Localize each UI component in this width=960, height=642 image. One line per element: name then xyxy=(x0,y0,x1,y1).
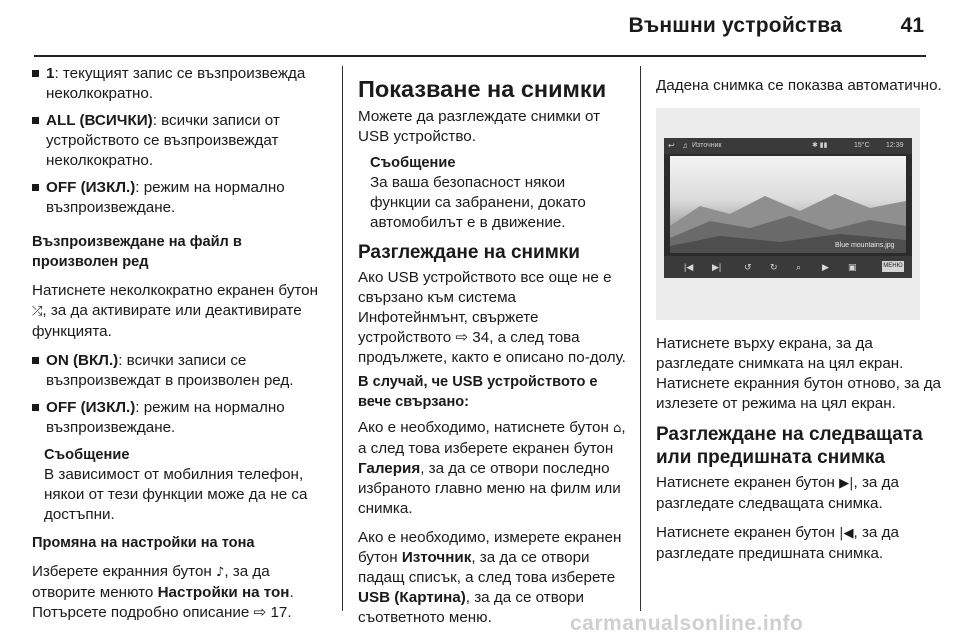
clock: 12:39 xyxy=(886,142,904,149)
page-reference: ⇨ 17. xyxy=(253,604,292,621)
slideshow-icon[interactable]: ▶ xyxy=(822,262,829,272)
header-rule xyxy=(34,55,926,57)
connected-heading: В случай, че USB устройството е вече свързано: xyxy=(358,374,598,410)
mountain-shapes xyxy=(670,156,906,253)
gallery-paragraph: Ако е необходимо, натиснете бутон ⌂, а след това изберете екранен бутон Галерия, за да се отвори последно избраното главно меню на филм или снимка. xyxy=(358,419,626,517)
fullscreen-icon[interactable]: ▣ xyxy=(848,262,857,272)
tone-icon: ♪ xyxy=(216,565,225,580)
bullet-key: OFF (ИЗКЛ.) xyxy=(46,399,136,416)
note-box xyxy=(32,445,330,525)
shuffle-icon: ⤮ xyxy=(32,304,43,319)
random-off-item xyxy=(4,398,330,438)
display-screenshot xyxy=(656,108,920,320)
back-icon: ↩ xyxy=(668,141,675,150)
view-text: Ако USB устройството все още не е свързано към система Инфотейнмънт, свържете устройството ⇨ 34, а след това продължете, както е описано по-долу. xyxy=(358,269,626,366)
source-icon: ♫ xyxy=(682,141,688,150)
bullet-text: : всички записи от устройството се възпроизвеждат неколкократно. xyxy=(46,112,280,169)
note-title: Съобщение xyxy=(370,155,456,171)
rotate-right-icon[interactable]: ↻ xyxy=(770,262,778,272)
column-2 xyxy=(358,76,628,637)
column-divider-1 xyxy=(342,66,343,611)
status-icons: ✱ ▮▮ xyxy=(812,142,828,149)
page-header xyxy=(0,0,960,52)
home-icon: ⌂ xyxy=(613,421,622,436)
bullet-text: : режим на нормално възпроизвеждане. xyxy=(46,179,285,216)
bullet-key: OFF (ИЗКЛ.) xyxy=(46,179,136,196)
random-paragraph: Натиснете неколкократно екранен бутон ⤮, за да активирате или деактивирате функцията. xyxy=(32,282,318,340)
note-text: За ваша безопасност някои функции са забранени, докато автомобилът е в движение. xyxy=(370,174,586,231)
view-heading: Разглеждане на снимки xyxy=(358,242,580,263)
next-button-icon[interactable]: ▶| xyxy=(712,262,722,272)
random-heading: Възпроизвеждане на файл в произволен ред xyxy=(32,234,242,270)
bullet-text: : режим на нормално възпроизвеждане. xyxy=(46,399,285,436)
repeat-all-item xyxy=(4,111,330,171)
note-box xyxy=(358,153,628,233)
page-number: 41 xyxy=(900,14,924,37)
note-text: В зависимост от мобилния телефон, някои от тези функции може да не са достъпни. xyxy=(44,466,308,523)
random-on-item xyxy=(4,351,330,391)
note-title: Съобщение xyxy=(44,447,130,463)
bullet-key: 1 xyxy=(46,65,55,82)
bullet-text: : всички записи се възпроизвеждат в произволен ред. xyxy=(46,352,294,389)
next-icon: ▶| xyxy=(839,476,854,491)
column-1 xyxy=(32,64,330,632)
temperature: 15°C xyxy=(854,142,870,149)
screen-control-bar xyxy=(664,256,912,278)
nav-heading: Разглеждане на следващата или предишната снимка xyxy=(656,424,923,468)
previous-paragraph: Натиснете екранен бутон |◀, за да разгледате предишната снимка. xyxy=(656,524,899,562)
section-title: Показване на снимки xyxy=(358,76,607,102)
column-3 xyxy=(656,76,946,573)
tone-paragraph: Изберете екранния бутон ♪, за да отворите менюто Настройки на тон. Потърсете подробно описание ⇨ 17. xyxy=(32,563,294,621)
bullet-text: : текущият запис се възпроизвежда неколкократно. xyxy=(46,65,306,102)
menu-button[interactable]: МЕНЮ xyxy=(882,261,904,272)
watermark: carmanualsonline.info xyxy=(570,612,804,635)
source-label: Източник xyxy=(692,142,722,149)
photo-caption: Blue mountains.jpg xyxy=(835,242,895,249)
next-paragraph: Натиснете екранен бутон ▶|, за да разгледате следващата снимка. xyxy=(656,474,899,512)
rotate-left-icon[interactable]: ↺ xyxy=(744,262,752,272)
bullet-key: ON (ВКЛ.) xyxy=(46,352,119,369)
bullet-key: ALL (ВСИЧКИ) xyxy=(46,112,153,129)
screen-status-bar xyxy=(664,138,912,154)
fullscreen-text: Натиснете върху екрана, за да разгледате снимката на цял екран. Натиснете екранния бутон отново, за да излезете от режима на цял екран. xyxy=(656,335,942,412)
repeat-off-item xyxy=(4,178,330,218)
column-divider-2 xyxy=(640,66,641,611)
page-title: Външни устройства xyxy=(628,14,842,37)
previous-icon: |◀ xyxy=(839,526,854,541)
zoom-icon[interactable]: ⌕ xyxy=(796,262,802,272)
tone-heading: Промяна на настройки на тона xyxy=(32,535,255,551)
repeat-one-item xyxy=(4,64,330,104)
intro-text: Дадена снимка се показва автоматично. xyxy=(656,77,942,94)
intro-text: Можете да разглеждате снимки от USB устройство. xyxy=(358,108,601,145)
previous-button-icon[interactable]: |◀ xyxy=(684,262,694,272)
source-paragraph: Ако е необходимо, измерете екранен бутон Източник, за да се отвори падащ списък, а след това изберете USB (Картина), за да се отвори съответното меню. xyxy=(358,529,622,626)
mountain-photo xyxy=(670,156,906,253)
infotainment-screen xyxy=(664,138,912,278)
